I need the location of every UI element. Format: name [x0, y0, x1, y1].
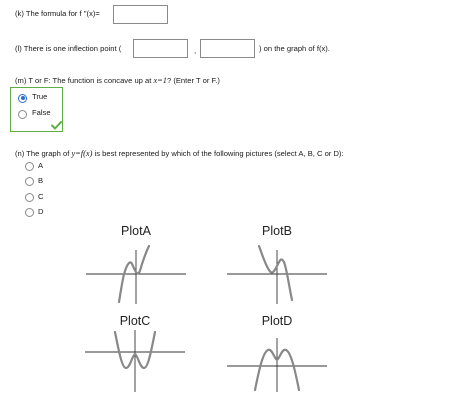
- radio-true[interactable]: [18, 94, 27, 103]
- plot-b-graph: [227, 242, 327, 304]
- plot-c-graph: [85, 330, 185, 392]
- option-c[interactable]: [24, 191, 64, 203]
- correct-check-icon: [51, 121, 62, 130]
- radio-a[interactable]: [25, 162, 34, 171]
- option-b-label: B: [38, 176, 44, 185]
- option-c-label: C: [38, 192, 44, 201]
- option-a[interactable]: [24, 160, 64, 172]
- part-n-label: [15, 149, 344, 159]
- radio-c[interactable]: [25, 193, 34, 202]
- part-m-label-suffix: ? (Enter T or F.): [167, 76, 220, 85]
- part-k-label-prefix: (k) The formula for: [15, 9, 80, 18]
- radio-false[interactable]: [18, 110, 27, 119]
- part-n-label-prefix: (n) The graph of: [15, 149, 72, 158]
- part-l-suffix: ) on the graph of f(x).: [259, 44, 330, 53]
- part-m-label-expr: x=1: [153, 76, 167, 85]
- part-n-label-suffix: is best represented by which of the following pictures (select A, B, C or D):: [92, 149, 344, 158]
- radio-b[interactable]: [25, 177, 34, 186]
- plot-b-title: PlotB: [262, 224, 292, 238]
- option-d[interactable]: [24, 206, 64, 218]
- second-derivative-input[interactable]: [113, 5, 168, 24]
- option-d-label: D: [38, 207, 44, 216]
- part-l-label: (l) There is one inflection point (: [15, 44, 122, 53]
- part-k-label: [15, 9, 100, 19]
- plot-d-title: PlotD: [261, 314, 293, 328]
- part-m-label-prefix: (m) T or F: The function is concave up at: [15, 76, 154, 85]
- part-k-label-func: f ''(x)=: [79, 9, 100, 18]
- option-false-label: False: [32, 108, 51, 117]
- plot-a-graph: [86, 242, 186, 304]
- inflection-y-input[interactable]: [200, 39, 255, 58]
- plot-c-title: PlotC: [119, 314, 151, 328]
- part-m-answer-box: [10, 87, 63, 132]
- part-m-label: [15, 76, 220, 86]
- inflection-comma: ,: [194, 46, 197, 55]
- plot-a-title: PlotA: [121, 224, 151, 238]
- radio-d[interactable]: [25, 208, 34, 217]
- plot-b-curve: [259, 246, 292, 300]
- part-n-label-expr: y=f(x): [71, 149, 93, 158]
- option-b[interactable]: [24, 175, 64, 187]
- option-true-label: True: [32, 92, 48, 101]
- option-a-label: A: [38, 161, 44, 170]
- plot-d-graph: [227, 330, 327, 392]
- inflection-x-input[interactable]: [133, 39, 188, 58]
- option-false[interactable]: [15, 108, 59, 120]
- option-true[interactable]: [15, 92, 59, 104]
